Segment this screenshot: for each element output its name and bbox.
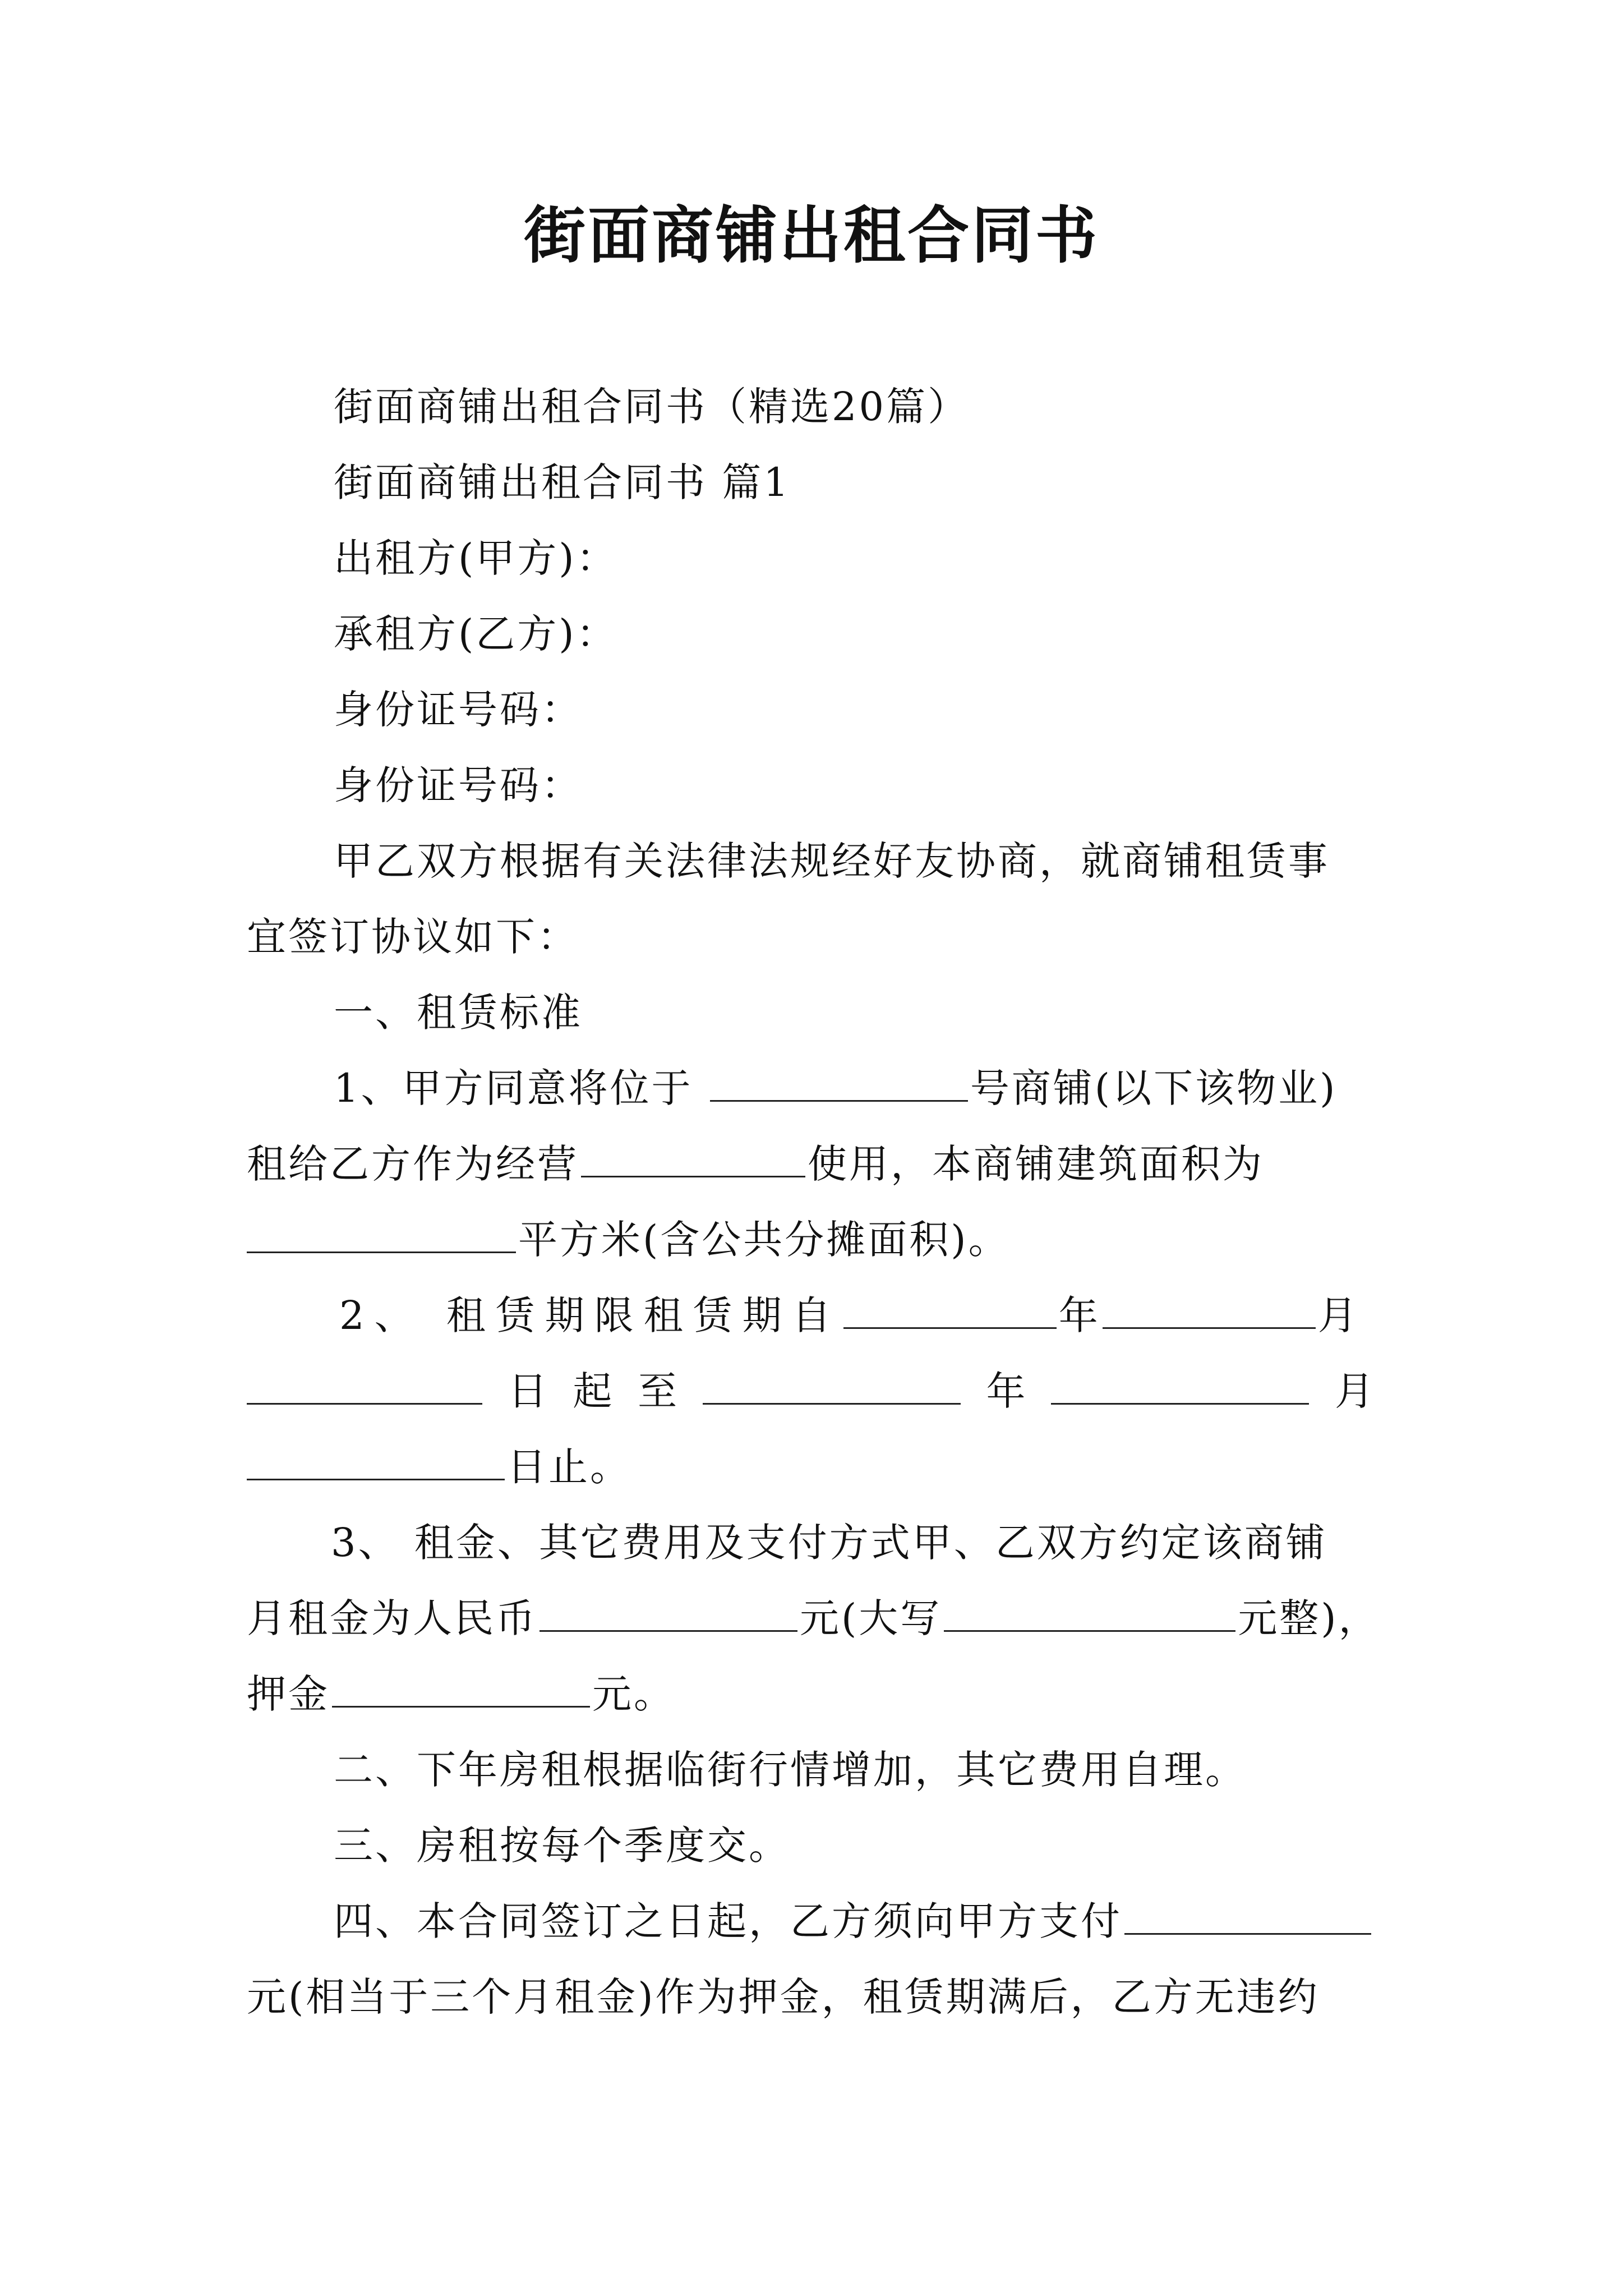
fill-blank (247, 1217, 516, 1253)
intro-paragraph: 宜签订协议如下： (247, 914, 579, 960)
clause-text: 押金 (247, 1671, 330, 1717)
clause-2-line (247, 1366, 1374, 1416)
fill-blank (247, 1368, 482, 1405)
clause-text: 月租金为人民币 (247, 1595, 537, 1641)
clause-text: 3、 租金、其它费用及支付方式甲、乙双方约定该商铺 (331, 1520, 1327, 1566)
id-number-field: 身份证号码： (334, 762, 583, 808)
clause-text: 租给乙方作为经营 (247, 1141, 579, 1187)
clause-text: 月 (1317, 1292, 1359, 1338)
fill-blank (843, 1292, 1057, 1329)
clause-1-line (247, 1214, 1010, 1265)
lessee-field: 承租方(乙方)： (334, 611, 618, 657)
clause-text: 年 (1058, 1292, 1100, 1338)
fill-blank (1124, 1898, 1371, 1935)
clause-text: 号商铺(以下该物业) (970, 1065, 1338, 1111)
clause-2-line (339, 1290, 1359, 1341)
fill-blank (710, 1065, 968, 1102)
clause-text: 2、 租赁期限租赁期自 (339, 1292, 841, 1338)
fill-blank (944, 1595, 1235, 1632)
clause-text: 至 (638, 1368, 677, 1414)
clause-4-line: 元(相当于三个月租金)作为押金，租赁期满后，乙方无违约 (247, 1974, 1320, 2020)
clause-heading: 一、租赁标准 (334, 990, 583, 1036)
clause-4-line (334, 1896, 1373, 1947)
intro-paragraph: 甲乙双方根据有关法律法规经好友协商，就商铺租赁事 (334, 838, 1330, 884)
fill-blank (332, 1671, 590, 1708)
fill-blank (1103, 1292, 1316, 1329)
clause-text: 元(大写 (800, 1595, 942, 1641)
subtitle: 街面商铺出租合同书（精选20篇） (334, 384, 970, 430)
clause-2-line (247, 1442, 631, 1492)
clause-text: 1、甲方同意将位于 (334, 1065, 693, 1111)
fill-blank (581, 1141, 805, 1177)
clause-text: 日止。 (507, 1444, 631, 1490)
clause-text: 平方米(含公共分摊面积)。 (518, 1217, 1010, 1263)
clause-paragraph: 二、下年房租根据临街行情增加，其它费用自理。 (334, 1747, 1247, 1793)
fill-blank (540, 1595, 797, 1632)
clause-1-line (247, 1139, 1264, 1189)
fill-blank (703, 1368, 961, 1405)
fill-blank (247, 1444, 505, 1480)
clause-text: 四、本合同签订之日起，乙方须向甲方支付 (334, 1898, 1122, 1944)
clause-text: 元。 (592, 1671, 675, 1717)
clause-text: 元整)， (1238, 1595, 1380, 1641)
lessor-field: 出租方(甲方)： (334, 535, 618, 581)
clause-paragraph: 三、房租按每个季度交。 (334, 1823, 790, 1869)
id-number-field: 身份证号码： (334, 687, 583, 733)
clause-text: 年 (986, 1368, 1026, 1414)
section-heading: 街面商铺出租合同书 篇1 (334, 459, 791, 505)
clause-text: 日 (508, 1368, 547, 1414)
document-title: 街面商铺出租合同书 (524, 199, 1099, 272)
clause-3-line (331, 1517, 1327, 1568)
clause-text: 月 (1334, 1368, 1374, 1414)
clause-3-line (247, 1669, 675, 1719)
fill-blank (1051, 1368, 1309, 1405)
clause-text: 起 (573, 1368, 612, 1414)
clause-text: 使用，本商铺建筑面积为 (808, 1141, 1264, 1187)
clause-3-line (247, 1593, 1380, 1644)
clause-1-line (334, 1063, 1337, 1114)
